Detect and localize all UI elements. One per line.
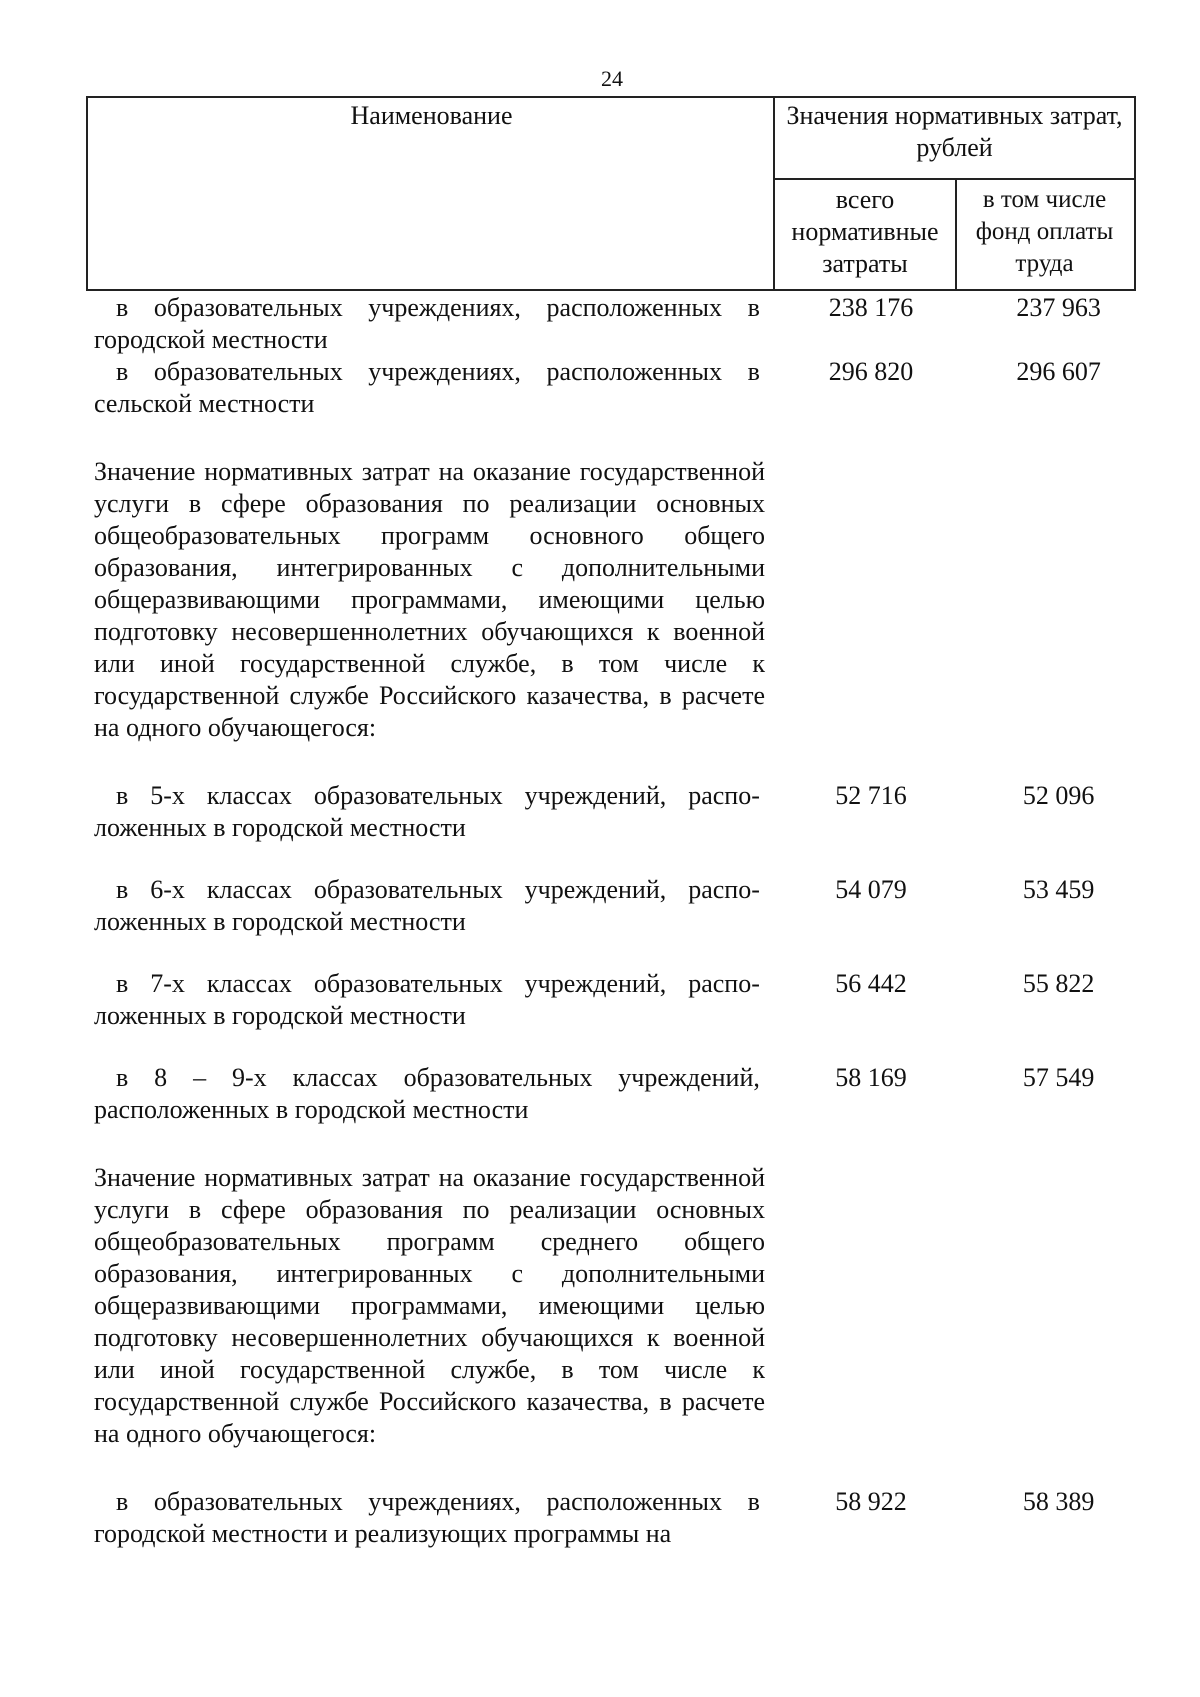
header-values-label: Значения нормативных затрат, рублей xyxy=(786,101,1123,162)
header-name-label: Наименование xyxy=(350,101,513,130)
row-name: в образовательных учреждениях, расположенных в сельской местности xyxy=(94,357,760,418)
header-wage-label: в том числе фонд оплаты труда xyxy=(975,186,1114,277)
header-total-label: всего нормативные затраты xyxy=(791,185,939,278)
section-heading: Значение нормативных затрат на оказание государственной услуги в сфере образования по реализации основных общеобразовательных программ основного общего образования, интегрированных с дополнительными общеразвивающими программами, имеющими целью подготовку несовершеннолетних обучающихся к военной или иной государственной службе, в том числе к государственной службе Российского казачества, в расчете на одного обучающегося: xyxy=(94,457,765,742)
table-row-section xyxy=(94,1162,1138,1450)
row-wage: 53 459 xyxy=(1022,875,1095,904)
header-name-cell xyxy=(86,96,775,291)
header-wage-cell xyxy=(955,178,1136,291)
section-heading: Значение нормативных затрат на оказание государственной услуги в сфере образования по реализации основных общеобразовательных программ среднего общего образования, интегрированных с дополнительными общеразвивающими программами, имеющими целью подготовку несовершеннолетних обучающихся к военной или иной государственной службе, в том числе к государственной службе Российского казачества, в расчете на одного обучающегося: xyxy=(94,1163,765,1448)
row-total: 58 922 xyxy=(835,1487,907,1516)
table-row xyxy=(94,1486,1138,1550)
row-name: в 5-х классах образовательных учреждений, расположенных в городской местности xyxy=(94,781,760,842)
header-total-cell xyxy=(773,178,957,291)
table-row xyxy=(94,968,1138,1032)
header-values-cell xyxy=(773,96,1136,180)
row-name: в 6-х классах образовательных учреждений, расположенных в городской местности xyxy=(94,875,760,936)
table-row xyxy=(94,356,1138,420)
row-total: 238 176 xyxy=(828,293,914,322)
row-wage: 57 549 xyxy=(1022,1063,1095,1092)
row-name: в 7-х классах образовательных учреждений, расположенных в городской местности xyxy=(94,969,760,1030)
row-wage: 296 607 xyxy=(1016,357,1101,386)
row-total: 54 079 xyxy=(835,875,907,904)
row-total: 58 169 xyxy=(835,1063,907,1092)
row-wage: 52 096 xyxy=(1022,781,1095,810)
table-row xyxy=(94,1062,1138,1126)
table-row-section xyxy=(94,456,1138,744)
row-total: 52 716 xyxy=(835,781,907,810)
row-name: в образовательных учреждениях, расположенных в городской местности и реализующих программы на xyxy=(94,1487,760,1548)
table-row xyxy=(94,292,1138,356)
row-name: в образовательных учреждениях, расположенных в городской местности xyxy=(94,293,760,354)
table-row xyxy=(94,780,1138,844)
page-number: 24 xyxy=(601,66,623,91)
table-row xyxy=(94,874,1138,938)
row-total: 296 820 xyxy=(828,357,914,386)
row-name: в 8 – 9-х классах образовательных учреждений, расположенных в городской местности xyxy=(94,1063,760,1124)
row-wage: 55 822 xyxy=(1022,969,1095,998)
table-body xyxy=(94,292,1138,1550)
row-wage: 58 389 xyxy=(1022,1487,1095,1516)
row-wage: 237 963 xyxy=(1016,293,1101,322)
row-total: 56 442 xyxy=(835,969,907,998)
